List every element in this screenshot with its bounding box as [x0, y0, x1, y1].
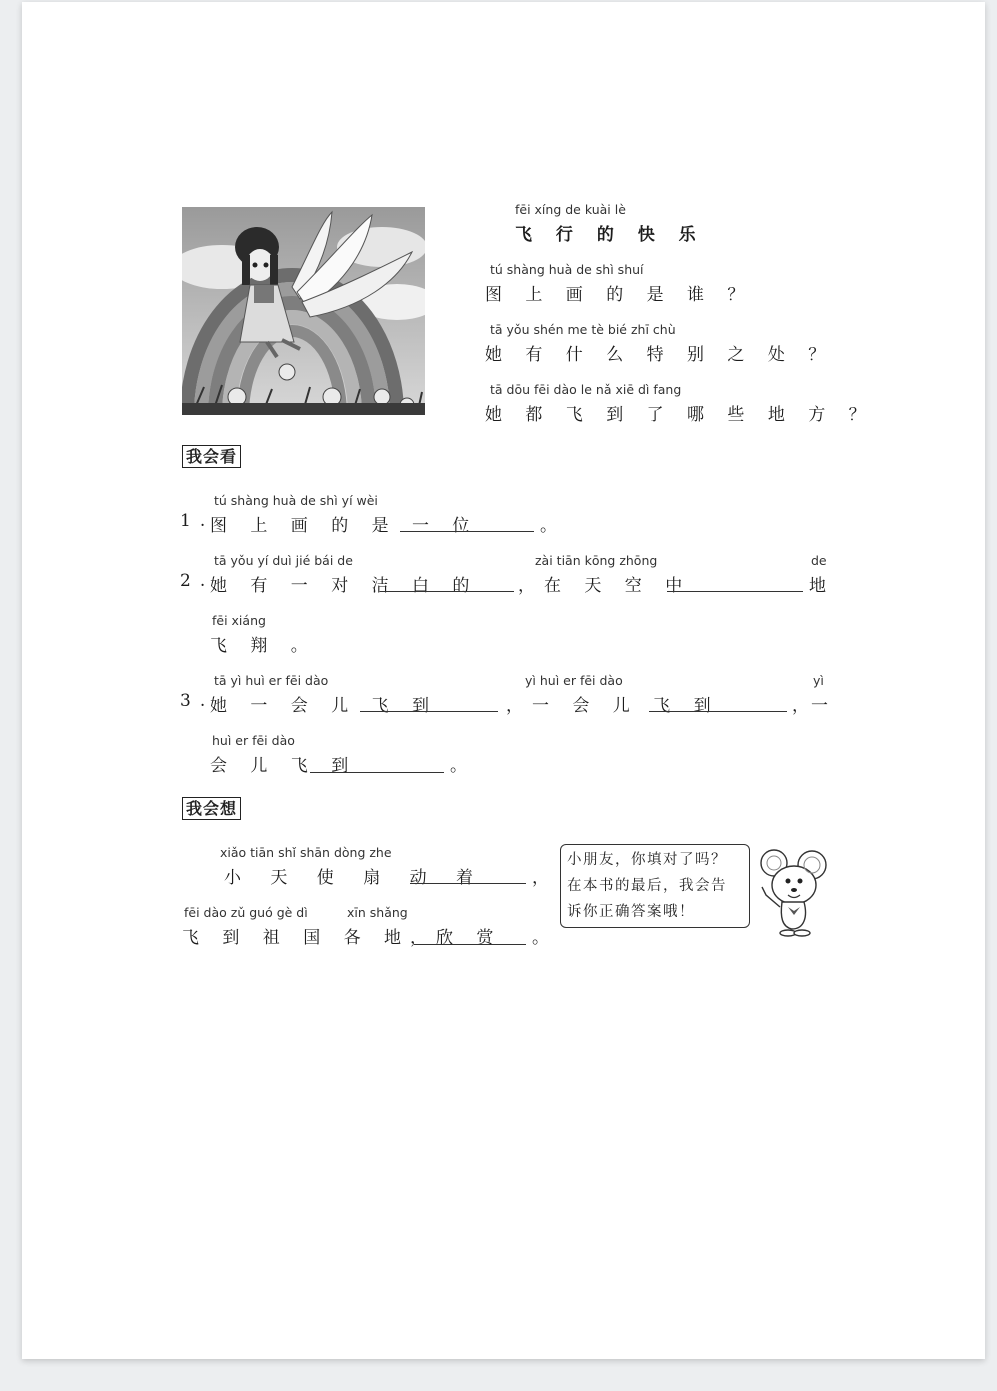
item-3-text-b: ，一 会 儿 飞 到 — [506, 696, 720, 716]
question-3-pinyin: tā dōu fēi dào le nǎ xiē dì fang — [490, 382, 682, 397]
item-2-pinyin-d: fēi xiáng — [212, 613, 266, 628]
item-2-text-b: ，在 天 空 中 — [518, 576, 692, 596]
hint-line-3: 诉你正确答案哦！ — [567, 904, 695, 920]
item-3-text-d: 会 儿 飞 到 — [210, 756, 358, 776]
think-line-1-pinyin: xiǎo tiān shǐ shān dòng zhe — [220, 845, 392, 860]
item-3-number: 3. — [180, 691, 215, 711]
item-1-pinyin: tú shàng huà de shì yí wèi — [214, 493, 378, 508]
hint-line-1: 小朋友，你填对了吗？ — [567, 852, 727, 868]
item-1-period: 。 — [540, 516, 566, 536]
item-2-pinyin-c: de — [811, 553, 827, 568]
item-3-pinyin-d: huì er fēi dào — [212, 733, 295, 748]
item-3-blank-2[interactable] — [649, 711, 787, 712]
think-line-2-pinyin-a: fēi dào zǔ guó gè dì — [184, 905, 308, 920]
hint-line-2: 在本书的最后，我会告 — [567, 878, 727, 894]
item-2-number: 2. — [180, 571, 215, 591]
question-2: 她 有 什 么 特 别 之 处 ？ — [485, 345, 835, 365]
think-line-1-comma: ， — [532, 868, 558, 888]
think-blank-1[interactable] — [410, 883, 526, 884]
question-1-pinyin: tú shàng huà de shì shuí — [490, 262, 644, 277]
worksheet-page — [22, 2, 985, 1359]
item-3-blank-1[interactable] — [360, 711, 498, 712]
think-blank-2[interactable] — [414, 944, 526, 945]
item-2-text-d: 飞 翔 。 — [210, 636, 317, 656]
item-2-text-a: 她 有 一 对 洁 白 的 — [210, 576, 479, 596]
item-3-pinyin-c: yì — [813, 673, 824, 688]
section-heading-think: 我会想 — [182, 797, 241, 820]
question-1: 图 上 画 的 是 谁 ？ — [485, 285, 754, 305]
think-line-2-text: 飞 到 祖 国 各 地，欣 赏 — [182, 928, 503, 948]
item-2-pinyin-b: zài tiān kōng zhōng — [535, 553, 658, 568]
question-3: 她 都 飞 到 了 哪 些 地 方 ？ — [485, 405, 875, 425]
item-2-blank-2[interactable] — [667, 591, 803, 592]
page-title: 飞 行 的 快 乐 — [515, 225, 705, 245]
item-3-pinyin-b: yì huì er fēi dào — [525, 673, 623, 688]
item-3-pinyin-a: tā yì huì er fēi dào — [214, 673, 329, 688]
mouse-mascot-icon — [752, 847, 832, 937]
hint-speech-bubble — [560, 844, 750, 928]
item-3-text-a: 她 一 会 儿 飞 到 — [210, 696, 439, 716]
question-2-pinyin: tā yǒu shén me tè bié zhī chù — [490, 322, 676, 337]
item-3-text-c: ，一 — [792, 696, 830, 716]
think-line-2-period: 。 — [532, 928, 558, 948]
title-pinyin: fēi xíng de kuài lè — [515, 202, 626, 217]
item-2-blank-1[interactable] — [380, 591, 514, 592]
section-heading-look: 我会看 — [182, 445, 241, 468]
angel-girl-rainbow-illustration — [182, 207, 425, 415]
item-2-pinyin-a: tā yǒu yí duì jié bái de — [214, 553, 353, 568]
item-2-text-c: 地 — [809, 576, 835, 596]
item-3-period: 。 — [450, 756, 476, 776]
think-line-1-text: 小 天 使 扇 动 着 — [224, 868, 486, 888]
think-line-2-pinyin-b: xīn shǎng — [347, 905, 408, 920]
item-1-number: 1. — [180, 511, 215, 531]
item-1-text: 图 上 画 的 是 一 位 — [210, 516, 479, 536]
item-1-blank[interactable] — [400, 531, 534, 532]
item-3-blank-3[interactable] — [310, 772, 444, 773]
